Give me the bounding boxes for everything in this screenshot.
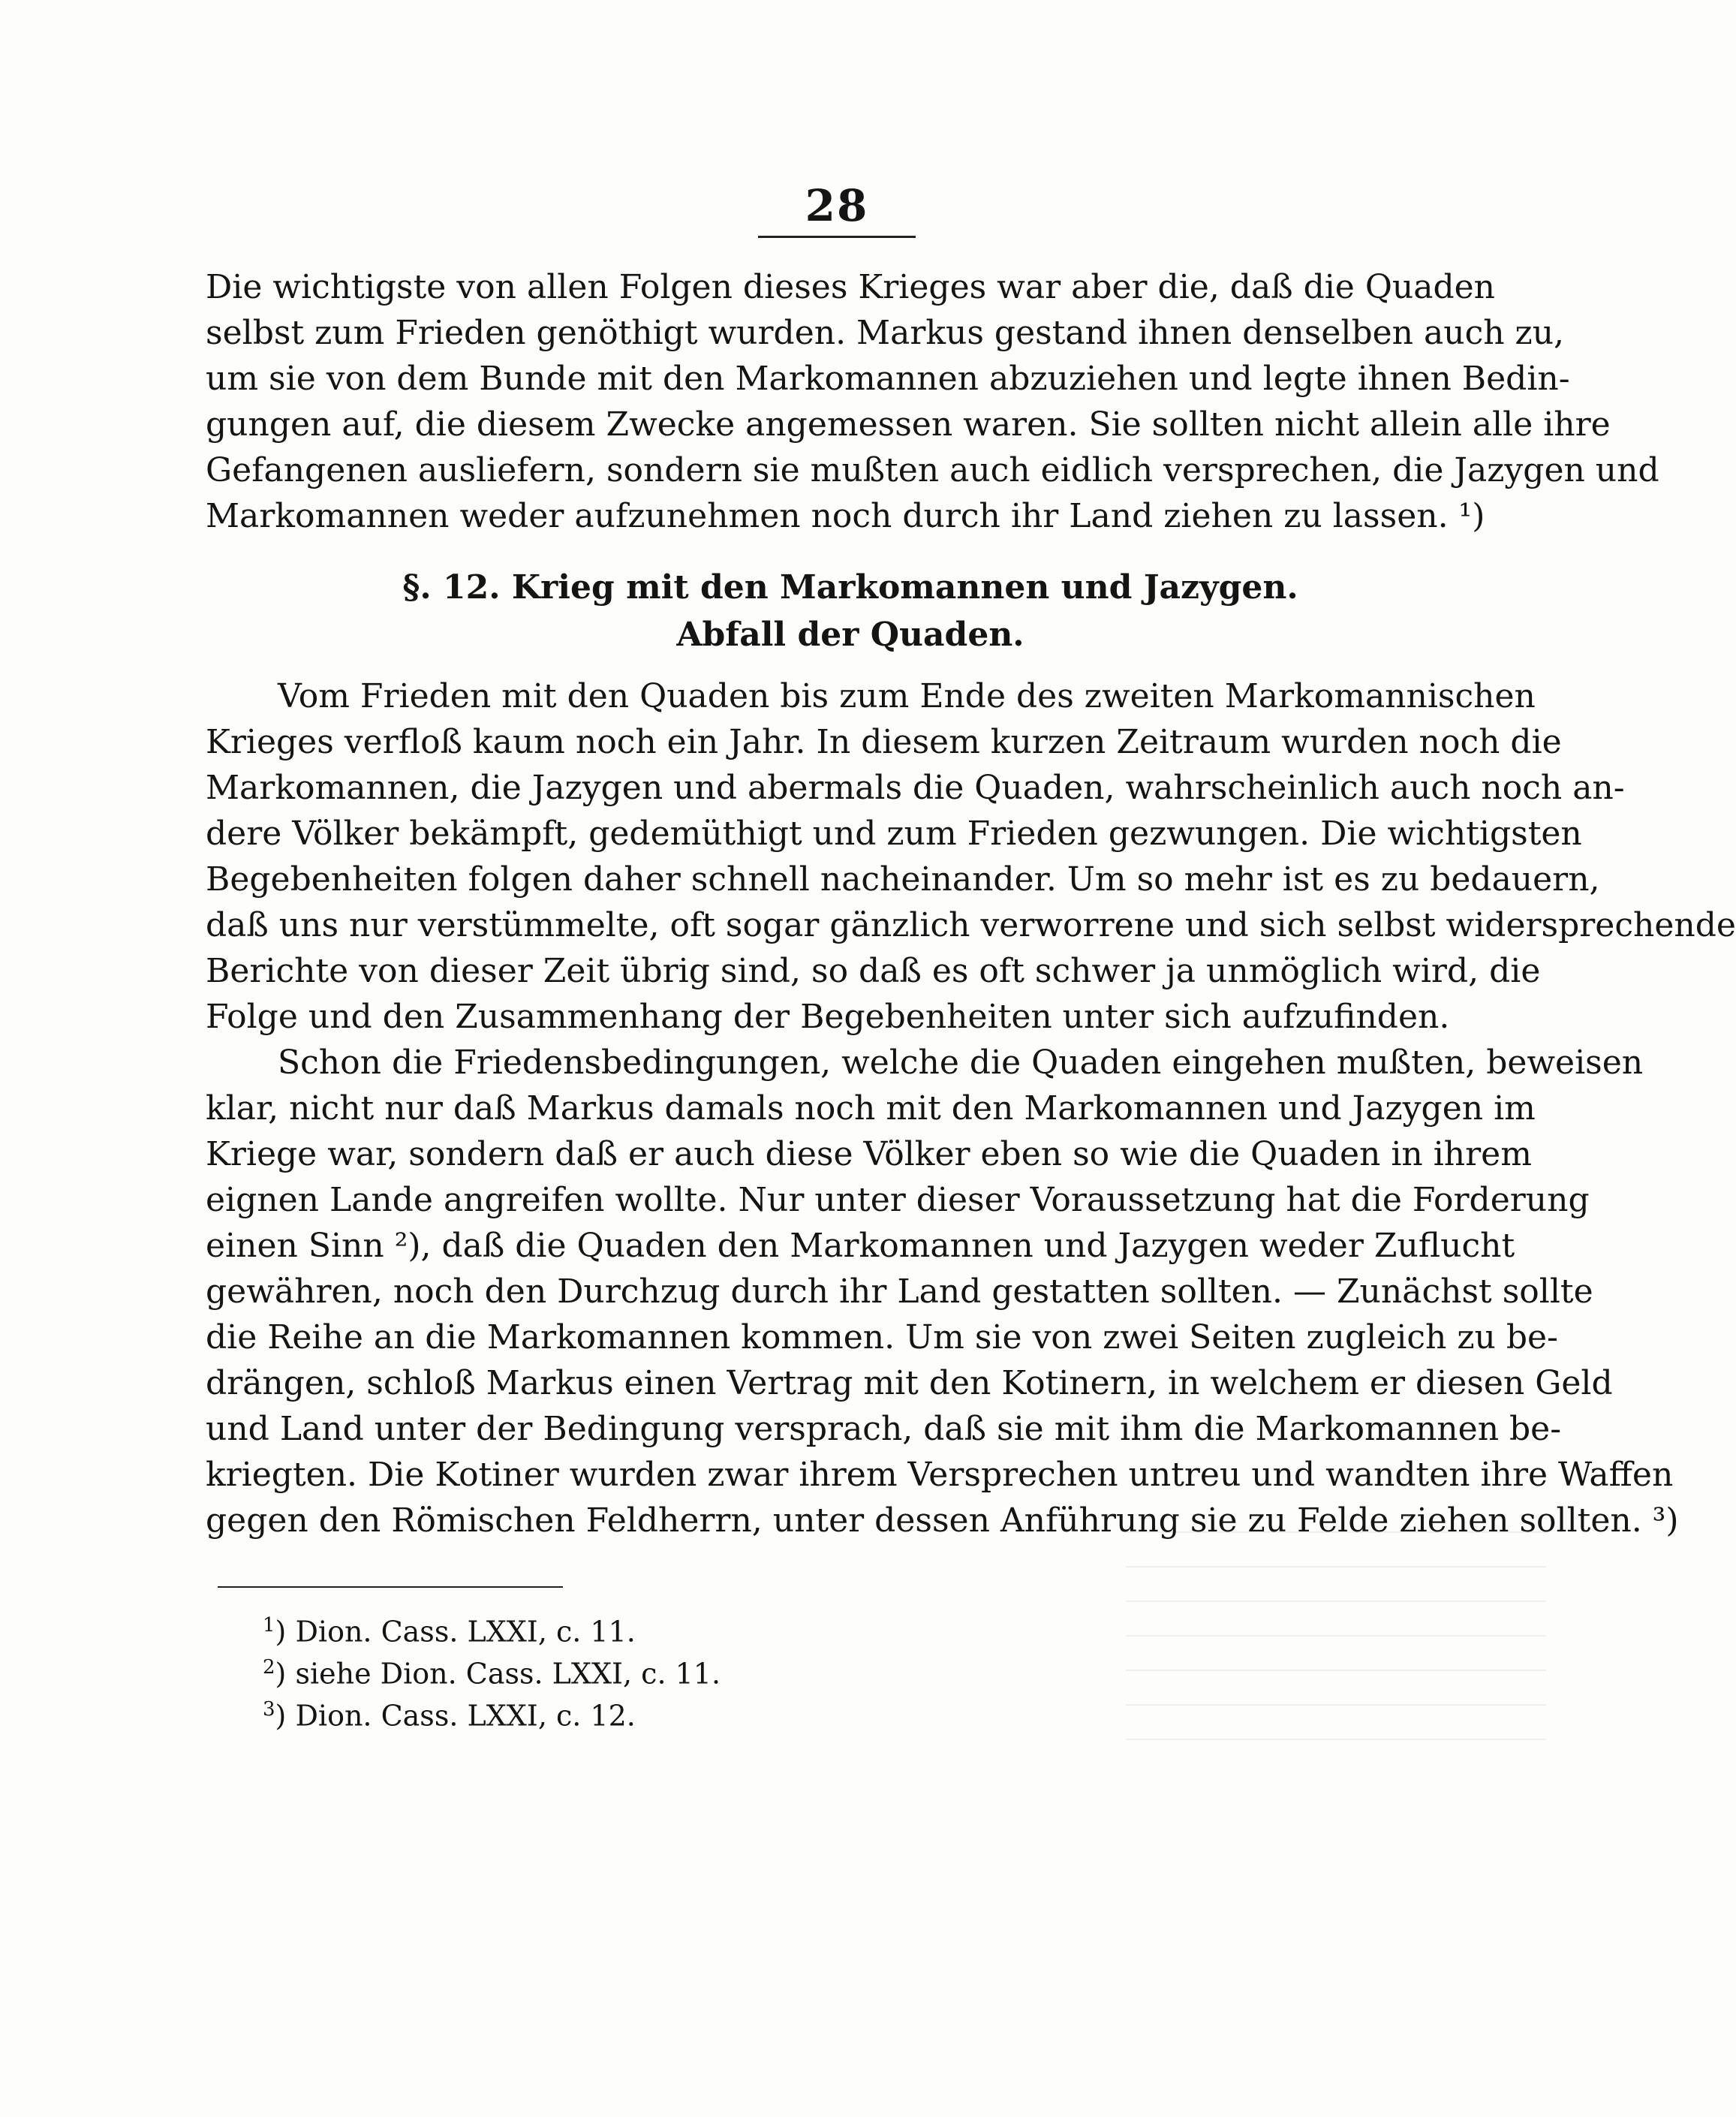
text-line: daß uns nur verstümmelte, oft sogar gänzlich verworrene und sich selbst widersprechende [206, 906, 1736, 944]
text-line: Vom Frieden mit den Quaden bis zum Ende des zweiten Markomannischen [278, 677, 1536, 715]
text-line: selbst zum Frieden genöthigt wurden. Markus gestand ihnen denselben auch zu, [206, 314, 1565, 352]
text-line: Berichte von dieser Zeit übrig sind, so daß es oft schwer ja unmöglich wird, die [206, 952, 1541, 990]
text-line: und Land unter der Bedingung versprach, daß sie mit ihm die Markomannen be- [206, 1410, 1562, 1448]
page-number: 28 [758, 180, 916, 238]
text-line: Folge und den Zusammenhang der Begebenheiten unter sich aufzufinden. [206, 998, 1450, 1036]
text-line: gungen auf, die diesem Zwecke angemessen waren. Sie sollten nicht allein alle ihre [206, 405, 1611, 444]
footnote-mark: 3 [263, 1698, 275, 1721]
footnote-mark: 1 [263, 1614, 275, 1637]
text-line: Schon die Friedensbedingungen, welche die Quaden eingehen mußten, beweisen [278, 1043, 1644, 1082]
section-subheading: Abfall der Quaden. [676, 616, 1024, 654]
text-line: eignen Lande angreifen wollte. Nur unter dieser Voraussetzung hat die Forderung [206, 1181, 1590, 1219]
text-line: gegen den Römischen Feldherrn, unter dessen Anführung sie zu Felde ziehen sollten. ³) [206, 1501, 1679, 1540]
footnote-text: ) Dion. Cass. LXXI, c. 12. [275, 1699, 636, 1733]
text-line: um sie von dem Bunde mit den Markomannen abzuziehen und legte ihnen Bedin- [206, 360, 1570, 398]
text-line: Begebenheiten folgen daher schnell nacheinander. Um so mehr ist es zu bedauern, [206, 860, 1600, 899]
text-line: Gefangenen ausliefern, sondern sie mußten auch eidlich versprechen, die Jazygen und [206, 451, 1659, 489]
bleed-through [1126, 1531, 1546, 1757]
text-line: dere Völker bekämpft, gedemüthigt und zum Frieden gezwungen. Die wichtigsten [206, 815, 1582, 853]
text-line: Markomannen weder aufzunehmen noch durch ihr Land ziehen zu lassen. ¹) [206, 497, 1485, 535]
text-line: klar, nicht nur daß Markus damals noch mit den Markomannen und Jazygen im [206, 1089, 1536, 1128]
text-line: Markomannen, die Jazygen und abermals die Quaden, wahrscheinlich auch noch an- [206, 769, 1625, 807]
footnote [263, 1649, 1163, 1693]
text-line: gewähren, noch den Durchzug durch ihr Land gestatten sollten. — Zunächst sollte [206, 1272, 1593, 1311]
text-line: Kriege war, sondern daß er auch diese Völker eben so wie die Quaden in ihrem [206, 1135, 1532, 1173]
footnote [263, 1607, 1163, 1651]
text-line: einen Sinn ²), daß die Quaden den Markomannen und Jazygen weder Zuflucht [206, 1227, 1515, 1265]
footnote [263, 1691, 1163, 1735]
footnote-text: ) Dion. Cass. LXXI, c. 11. [275, 1615, 636, 1649]
text-line: kriegten. Die Kotiner wurden zwar ihrem Versprechen untreu und wandten ihre Waffen [206, 1456, 1674, 1494]
footnote-text: ) siehe Dion. Cass. LXXI, c. 11. [275, 1657, 721, 1691]
text-line: die Reihe an die Markomannen kommen. Um sie von zwei Seiten zugleich zu be- [206, 1318, 1558, 1357]
section-heading: §. 12. Krieg mit den Markomannen und Jazygen. [402, 568, 1298, 607]
text-line: Die wichtigste von allen Folgen dieses Krieges war aber die, daß die Quaden [206, 268, 1496, 306]
footnote-mark: 2 [263, 1656, 275, 1679]
text-line: drängen, schloß Markus einen Vertrag mit den Kotinern, in welchem er diesen Geld [206, 1364, 1613, 1402]
footnote-rule [218, 1586, 563, 1588]
text-line: Krieges verfloß kaum noch ein Jahr. In diesem kurzen Zeitraum wurden noch die [206, 723, 1562, 761]
